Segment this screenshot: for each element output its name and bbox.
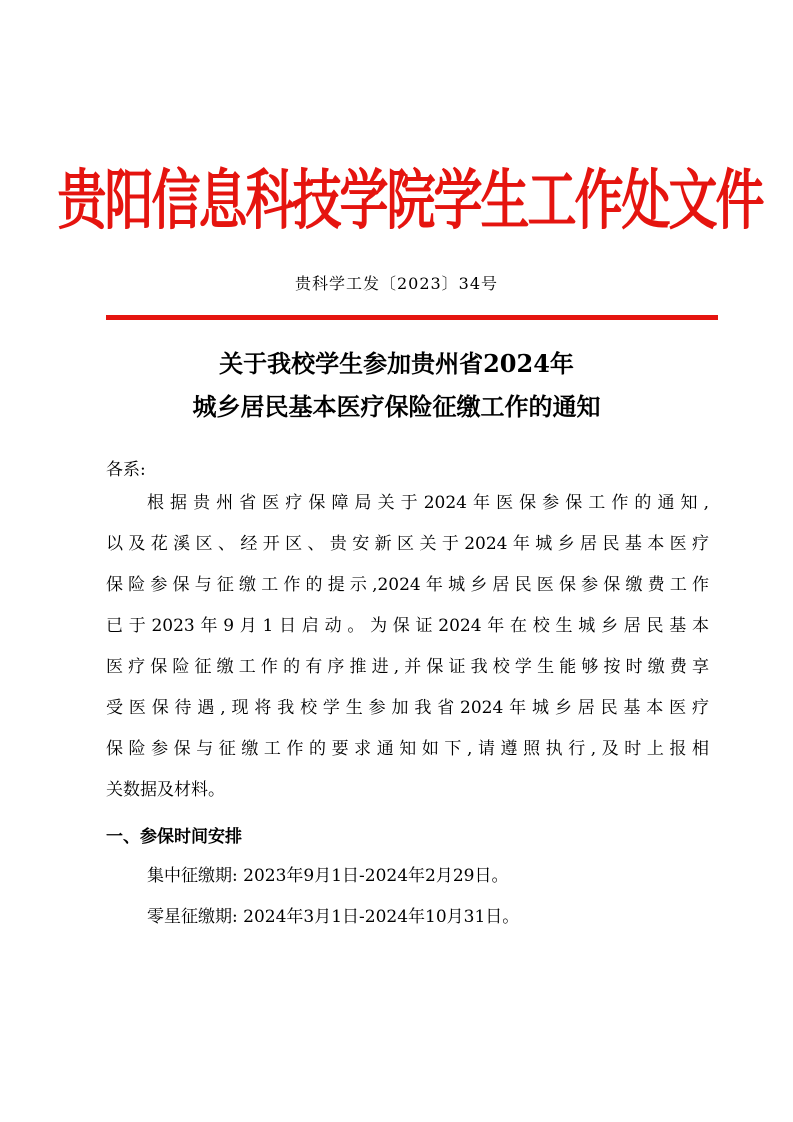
paragraph-line: 以及花溪区、经开区、贵安新区关于2024年城乡居民基本医疗 [106,534,709,554]
schedule-item-sporadic: 零星征缴期: 2024年3月1日-2024年10月31日。 [147,907,520,927]
paragraph-line: 受医保待遇,现将我校学生参加我省2024年城乡居民基本医疗 [106,698,709,718]
paragraph-line: 保险参保与征缴工作的提示,2024年城乡居民医保参保缴费工作 [106,575,709,595]
paragraph-line: 根据贵州省医疗保障局关于2024年医保参保工作的通知, [147,493,709,513]
red-divider [106,315,718,320]
paragraph-line: 关数据及材料。 [106,780,225,800]
notice-title-line-2: 城乡居民基本医疗保险征缴工作的通知 [192,392,601,421]
paragraph-line: 保险参保与征缴工作的要求通知如下,请遵照执行,及时上报相 [106,739,709,759]
notice-title-line-1: 关于我校学生参加贵州省2024年 [219,349,574,378]
section-heading-schedule: 一、参保时间安排 [106,827,242,847]
document-number: 贵科学工发〔2023〕34号 [294,274,499,293]
paragraph-line: 已于2023年9月1日启动。为保证2024年在校生城乡居民基本 [106,616,709,636]
schedule-item-centralized: 集中征缴期: 2023年9月1日-2024年2月29日。 [147,866,509,886]
paragraph-line: 医疗保险征缴工作的有序推进,并保证我校学生能够按时缴费享 [106,657,709,677]
salutation: 各系: [106,460,146,480]
masthead-title: 贵阳信息科技学院学生工作处文件 [57,163,763,239]
